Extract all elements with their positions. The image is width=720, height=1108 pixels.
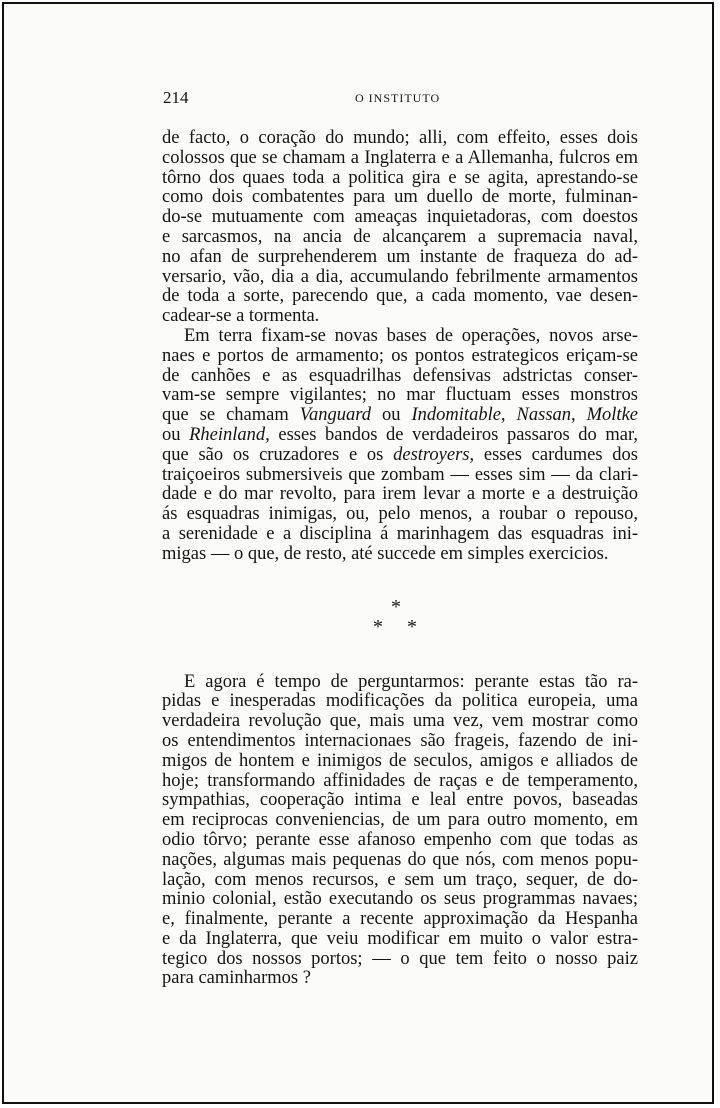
text-line: migas — o que, de resto, até succede em simples exercicios. — [162, 543, 609, 564]
text-line: e sarcasmos, na ancia de alcançarem a supremacia naval, — [162, 226, 638, 247]
text-line: nações, algumas mais pequenas do que nós, com menos popu- — [162, 849, 638, 870]
text-line — [162, 426, 638, 446]
paragraph-3 — [162, 673, 638, 990]
text-fragment: ou — [162, 424, 190, 445]
text-line: vam-se sempre vigilantes; no mar fluctuam esses monstros — [162, 385, 638, 406]
text-line: tegico dos nossos portos; — o que tem feito o nosso paiz — [162, 948, 638, 969]
text-line: ás esquadras inimigas, ou, pelo menos, a roubar o repouso, — [162, 504, 638, 525]
text-line: sympathias, cooperação intima e leal entre povos, baseadas — [162, 790, 638, 811]
text-line: E agora é tempo de perguntarmos: perante estas tão ra- — [184, 671, 638, 692]
text-line: verdadeira revolução que, mais uma vez, vem mostrar como — [162, 711, 638, 732]
text-line: naes e portos de armamento; os pontos estrategicos eriçam-se — [162, 345, 638, 366]
text-line: pidas e inesperadas modificações da politica europeia, uma — [162, 691, 638, 712]
ship-name: Rheinland, — [189, 424, 270, 445]
ship-names: Indomitable, Nassan, Moltke — [411, 405, 638, 426]
text-line: hoje; transformando affinidades de raças e de temperamento, — [162, 770, 638, 791]
asterisk-icon: * — [391, 595, 401, 618]
text-fragment: que são os cruzadores e os — [162, 444, 394, 465]
running-head — [162, 86, 638, 112]
book-page — [162, 86, 638, 989]
text-line: os entendimentos internacionaes são frageis, fazendo de ini- — [162, 730, 638, 751]
text-line — [162, 446, 638, 466]
text-fragment: ou — [371, 405, 412, 426]
asterisk-icon: * — [373, 615, 383, 638]
text-line: traiçoeiros submersiveis que zombam — esses sim — da clari- — [162, 464, 638, 485]
text-line: colossos que se chamam a Inglaterra e a Allemanha, fulcros em — [162, 147, 638, 168]
paragraph-1 — [162, 129, 638, 327]
text-line: odio tôrvo; perante esse afanoso empenho com que todas as — [162, 829, 638, 850]
text-line: de canhões e as esquadrilhas defensivas adstrictas conser- — [162, 365, 638, 386]
text-line: a serenidade e a disciplina á marinhagem das esquadras ini- — [162, 523, 638, 544]
text-line: e da Inglaterra, que veiu modificar em muito o valor estra- — [162, 928, 638, 949]
text-line: em reciprocas conveniencias, de um para outro momento, em — [162, 810, 638, 831]
journal-title: O INSTITUTO — [355, 91, 441, 105]
text-line: no afan de surprehenderem um instante de fraqueza do ad- — [162, 246, 638, 267]
text-line: de toda a sorte, parecendo que, a cada momento, vae desen- — [162, 286, 638, 307]
text-line: de facto, o coração do mundo; alli, com effeito, esses dois — [162, 128, 638, 148]
text-line: Em terra fixam-se novas bases de operações, novos arse- — [184, 325, 638, 346]
text-line: cadear-se a tormenta. — [162, 306, 320, 327]
text-fragment: , esses cardumes dos — [469, 444, 638, 465]
text-line: como dois combatentes para um duello de morte, fulminan- — [162, 187, 638, 208]
text-line — [162, 406, 638, 426]
text-line: migos de hontem e inimigos de seculos, amigos e alliados de — [162, 750, 638, 771]
text-line: do-se mutuamente com ameaças inquietadoras, com doestos — [162, 207, 638, 228]
text-line: lação, com menos recursos, e sem um traço, sequer, de do- — [162, 869, 638, 890]
text-line: dade e do mar revolto, para irem levar a morte e a destruição — [162, 484, 638, 505]
text-fragment: esses bandos de verdadeiros passaros do mar, — [269, 424, 639, 445]
section-separator — [162, 565, 638, 673]
asterisk-icon: * — [407, 615, 417, 638]
text-line: tôrno dos quaes toda a politica gira e se agita, aprestando-se — [162, 167, 638, 188]
text-fragment: que se chamam — [162, 405, 300, 426]
text-line: minio colonial, estão executando os seus programmas navaes; — [162, 889, 638, 910]
paragraph-2 — [162, 327, 638, 565]
destroyers-term: destroyers — [393, 444, 470, 465]
text-line: e, finalmente, perante a recente approximação da Hespanha — [162, 909, 638, 930]
ship-name: Vanguard — [299, 405, 372, 426]
text-line: versario, vão, dia a dia, accumulando febrilmente armamentos — [162, 266, 638, 287]
page-number: 214 — [163, 88, 189, 107]
text-line: para caminharmos ? — [162, 968, 311, 989]
